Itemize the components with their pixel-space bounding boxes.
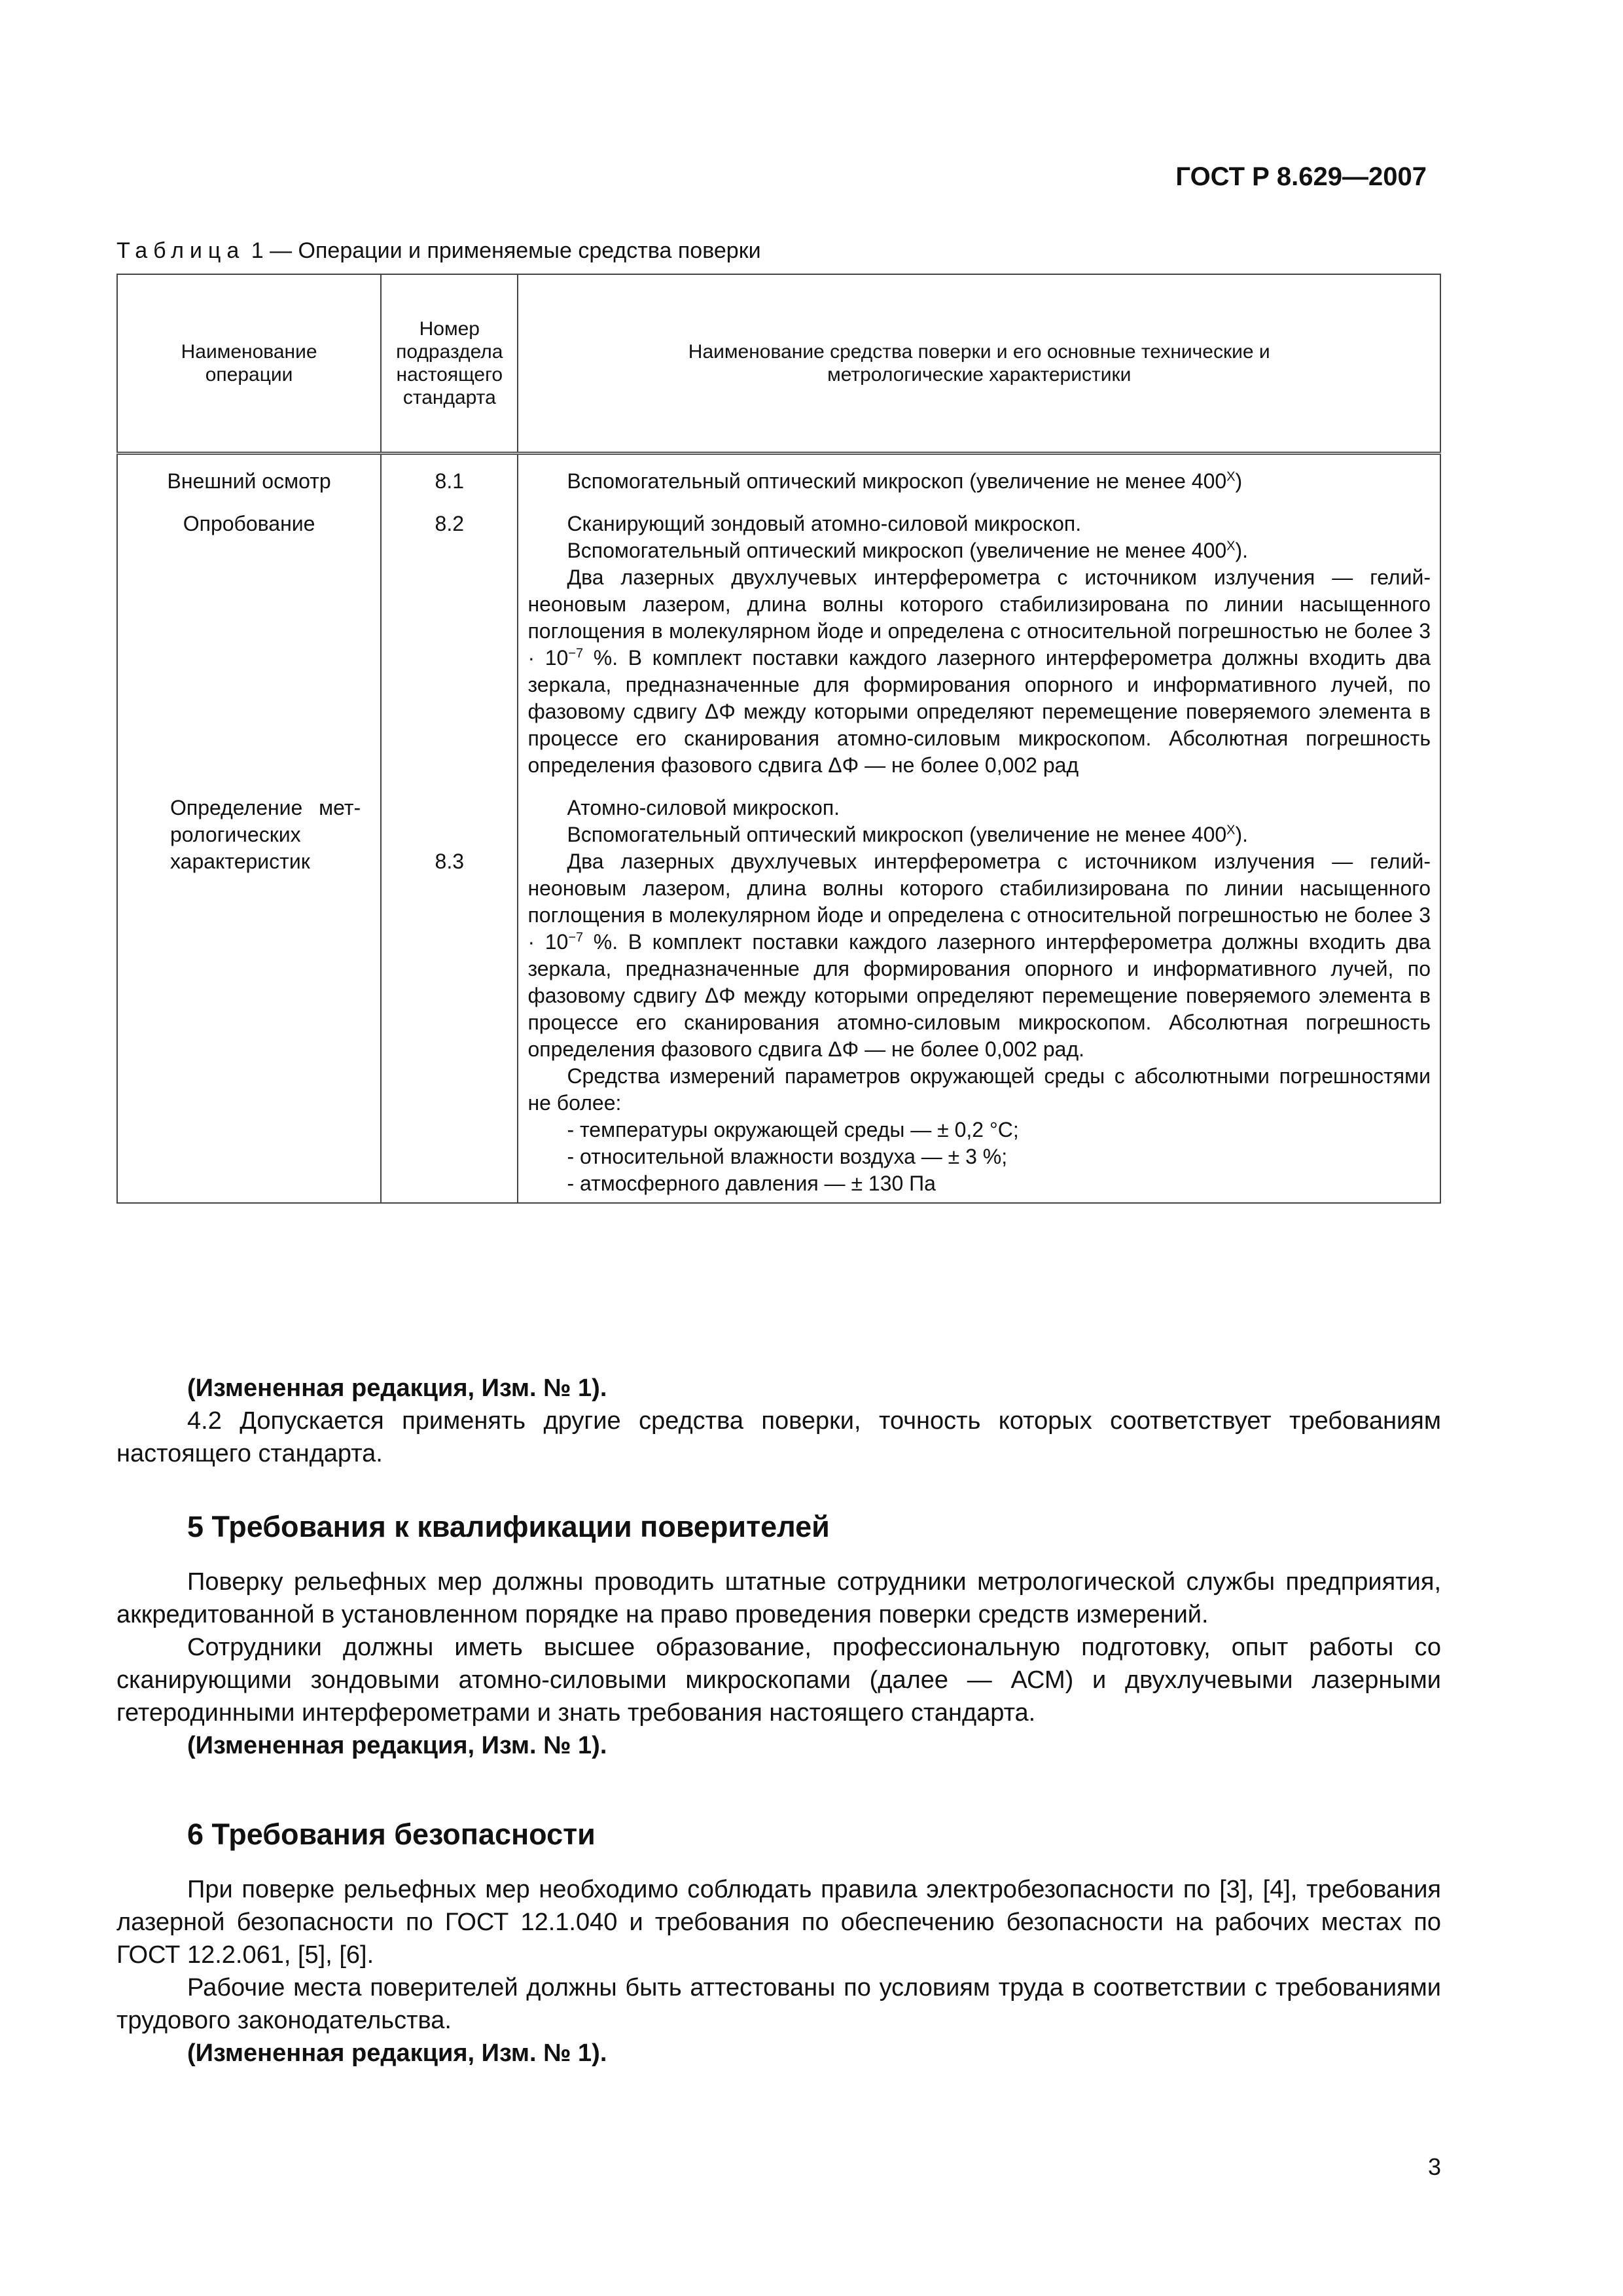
- operation-text: Определение метрологических характеристик: [170, 796, 361, 873]
- means-paragraph: Атомно-силовой микроскоп.: [567, 796, 840, 819]
- paragraph-4-2: 4.2 Допускается применять другие средства поверки, точность которых соответствует требованиям настоящего стандарта.: [116, 1407, 1441, 1467]
- table-header-row: [117, 274, 1440, 454]
- table-caption-prefix: Таблица: [116, 238, 245, 263]
- means-text-end: ).: [1235, 823, 1249, 846]
- means-text: %. В комплект поставки каждого лазерного интерферометра должны входить два зеркала, предназначенные для формирования опорного и информативного лучей, по фазовому сдвигу ΔΦ между которыми определяют перемещение поверяемого элемента в процессе его сканирования атомно-силовым микроскопом. Абсолютная погрешность определения фазового сдвига ΔΦ — не более 0,002 рад.: [527, 930, 1431, 1061]
- means-cell: [518, 454, 1440, 495]
- table-row: [117, 495, 1440, 779]
- magnification-sup: X: [1226, 539, 1236, 554]
- means-text: Вспомогательный оптический микроскоп (увеличение не менее 400: [567, 823, 1227, 846]
- table-caption-text: 1 — Операции и применяемые средства поверки: [245, 238, 761, 263]
- means-text-end: ).: [1235, 539, 1249, 562]
- means-cell: [518, 779, 1440, 1203]
- magnification-sup: X: [1226, 469, 1236, 484]
- header-means: Наименование средства поверки и его основные технические и метрологические характеристики: [518, 274, 1440, 454]
- header-operation: Наименование операции: [117, 274, 381, 454]
- amendment-note: (Измененная редакция, Изм. № 1).: [187, 1374, 607, 1402]
- exponent-sup: −7: [568, 930, 584, 945]
- means-cell: [518, 495, 1440, 779]
- verification-operations-table: [116, 274, 1441, 1204]
- post-table-text: [116, 1372, 1441, 1470]
- section-cell: 8.2: [381, 495, 518, 779]
- means-paragraph: [527, 821, 1431, 848]
- section-5: [116, 1511, 1441, 1762]
- means-paragraph: [527, 468, 1431, 495]
- means-text: Два лазерных двухлучевых интерферометра с источником излучения — гелий-неоновым лазером, длина волны которого стабилизирована по линии насыщенного поглощения в молекулярном йоде и определена с относительной погрешностью не более 3 · 10: [527, 565, 1431, 670]
- document-code: ГОСТ Р 8.629—2007: [1175, 162, 1427, 191]
- means-paragraph: [527, 537, 1431, 564]
- list-item: - атмосферного давления — ± 130 Па: [567, 1172, 936, 1195]
- exponent-sup: −7: [568, 646, 584, 661]
- section-5-paragraph: Поверку рельефных мер должны проводить штатные сотрудники метрологической службы предприятия, аккредитованной в установленном порядке на право проведения поверки средств измерений.: [116, 1568, 1441, 1628]
- section-cell: 8.3: [381, 779, 518, 1203]
- operation-cell: Опробование: [117, 495, 381, 779]
- table-row: [117, 454, 1440, 495]
- operation-cell: [117, 779, 381, 1203]
- means-text: %. В комплект поставки каждого лазерного интерферометра должны входить два зеркала, предназначенные для формирования опорного и информативного лучей, по фазовому сдвигу ΔΦ между которыми определяют перемещение поверяемого элемента в процессе его сканирования атомно-силовым микроскопом. Абсолютная погрешность определения фазового сдвига ΔΦ — не более 0,002 рад: [527, 646, 1431, 777]
- section-6-paragraph: Рабочие места поверителей должны быть аттестованы по условиям труда в соответствии с требованиями трудового законодательства.: [116, 1974, 1441, 2034]
- page-number: 3: [1427, 2153, 1441, 2180]
- operation-cell: Внешний осмотр: [117, 454, 381, 495]
- header-section-number: Номер подраздела настоящего стандарта: [381, 274, 518, 454]
- means-text: Вспомогательный оптический микроскоп (увеличение не менее 400: [567, 469, 1227, 493]
- means-paragraph: [527, 848, 1431, 1063]
- section-5-paragraph: Сотрудники должны иметь высшее образование, профессиональную подготовку, опыт работы со сканирующими зондовыми атомно-силовыми микроскопами (далее — АСМ) и двухлучевыми лазерными гетеродинными интерферометрами и знать требования настоящего стандарта.: [116, 1634, 1441, 1727]
- means-paragraph: [527, 564, 1431, 779]
- section-cell: 8.1: [381, 454, 518, 495]
- amendment-note: (Измененная редакция, Изм. № 1).: [187, 2039, 607, 2067]
- means-paragraph: Сканирующий зондовый атомно-силовой микроскоп.: [567, 512, 1082, 535]
- section-6-paragraph: При поверке рельефных мер необходимо соблюдать правила электробезопасности по [3], [4], требования лазерной безопасности по ГОСТ 12.1.040 и требования по обеспечению безопасности на рабочих местах по ГОСТ 12.2.061, [5], [6].: [116, 1876, 1441, 1969]
- section-5-title: 5 Требования к квалификации поверителей: [187, 1510, 830, 1543]
- means-text: Вспомогательный оптический микроскоп (увеличение не менее 400: [567, 539, 1227, 562]
- list-item: - относительной влажности воздуха — ± 3 %;: [567, 1145, 1008, 1168]
- amendment-note: (Измененная редакция, Изм. № 1).: [187, 1732, 607, 1759]
- list-item: - температуры окружающей среды — ± 0,2 °С;: [567, 1118, 1019, 1141]
- table-caption: [116, 238, 761, 264]
- means-text: Два лазерных двухлучевых интерферометра с источником излучения — гелий-неоновым лазером, длина волны которого стабилизирована по линии насыщенного поглощения в молекулярном йоде и определена с относительной погрешностью не более 3 · 10: [527, 850, 1431, 954]
- section-6-title: 6 Требования безопасности: [187, 1818, 596, 1851]
- means-text-end: ): [1235, 469, 1243, 493]
- section-6: [116, 1818, 1441, 2070]
- magnification-sup: X: [1226, 823, 1236, 838]
- table-row: [117, 779, 1440, 1203]
- means-paragraph: Средства измерений параметров окружающей среды с абсолютными погрешностями не более:: [527, 1064, 1431, 1115]
